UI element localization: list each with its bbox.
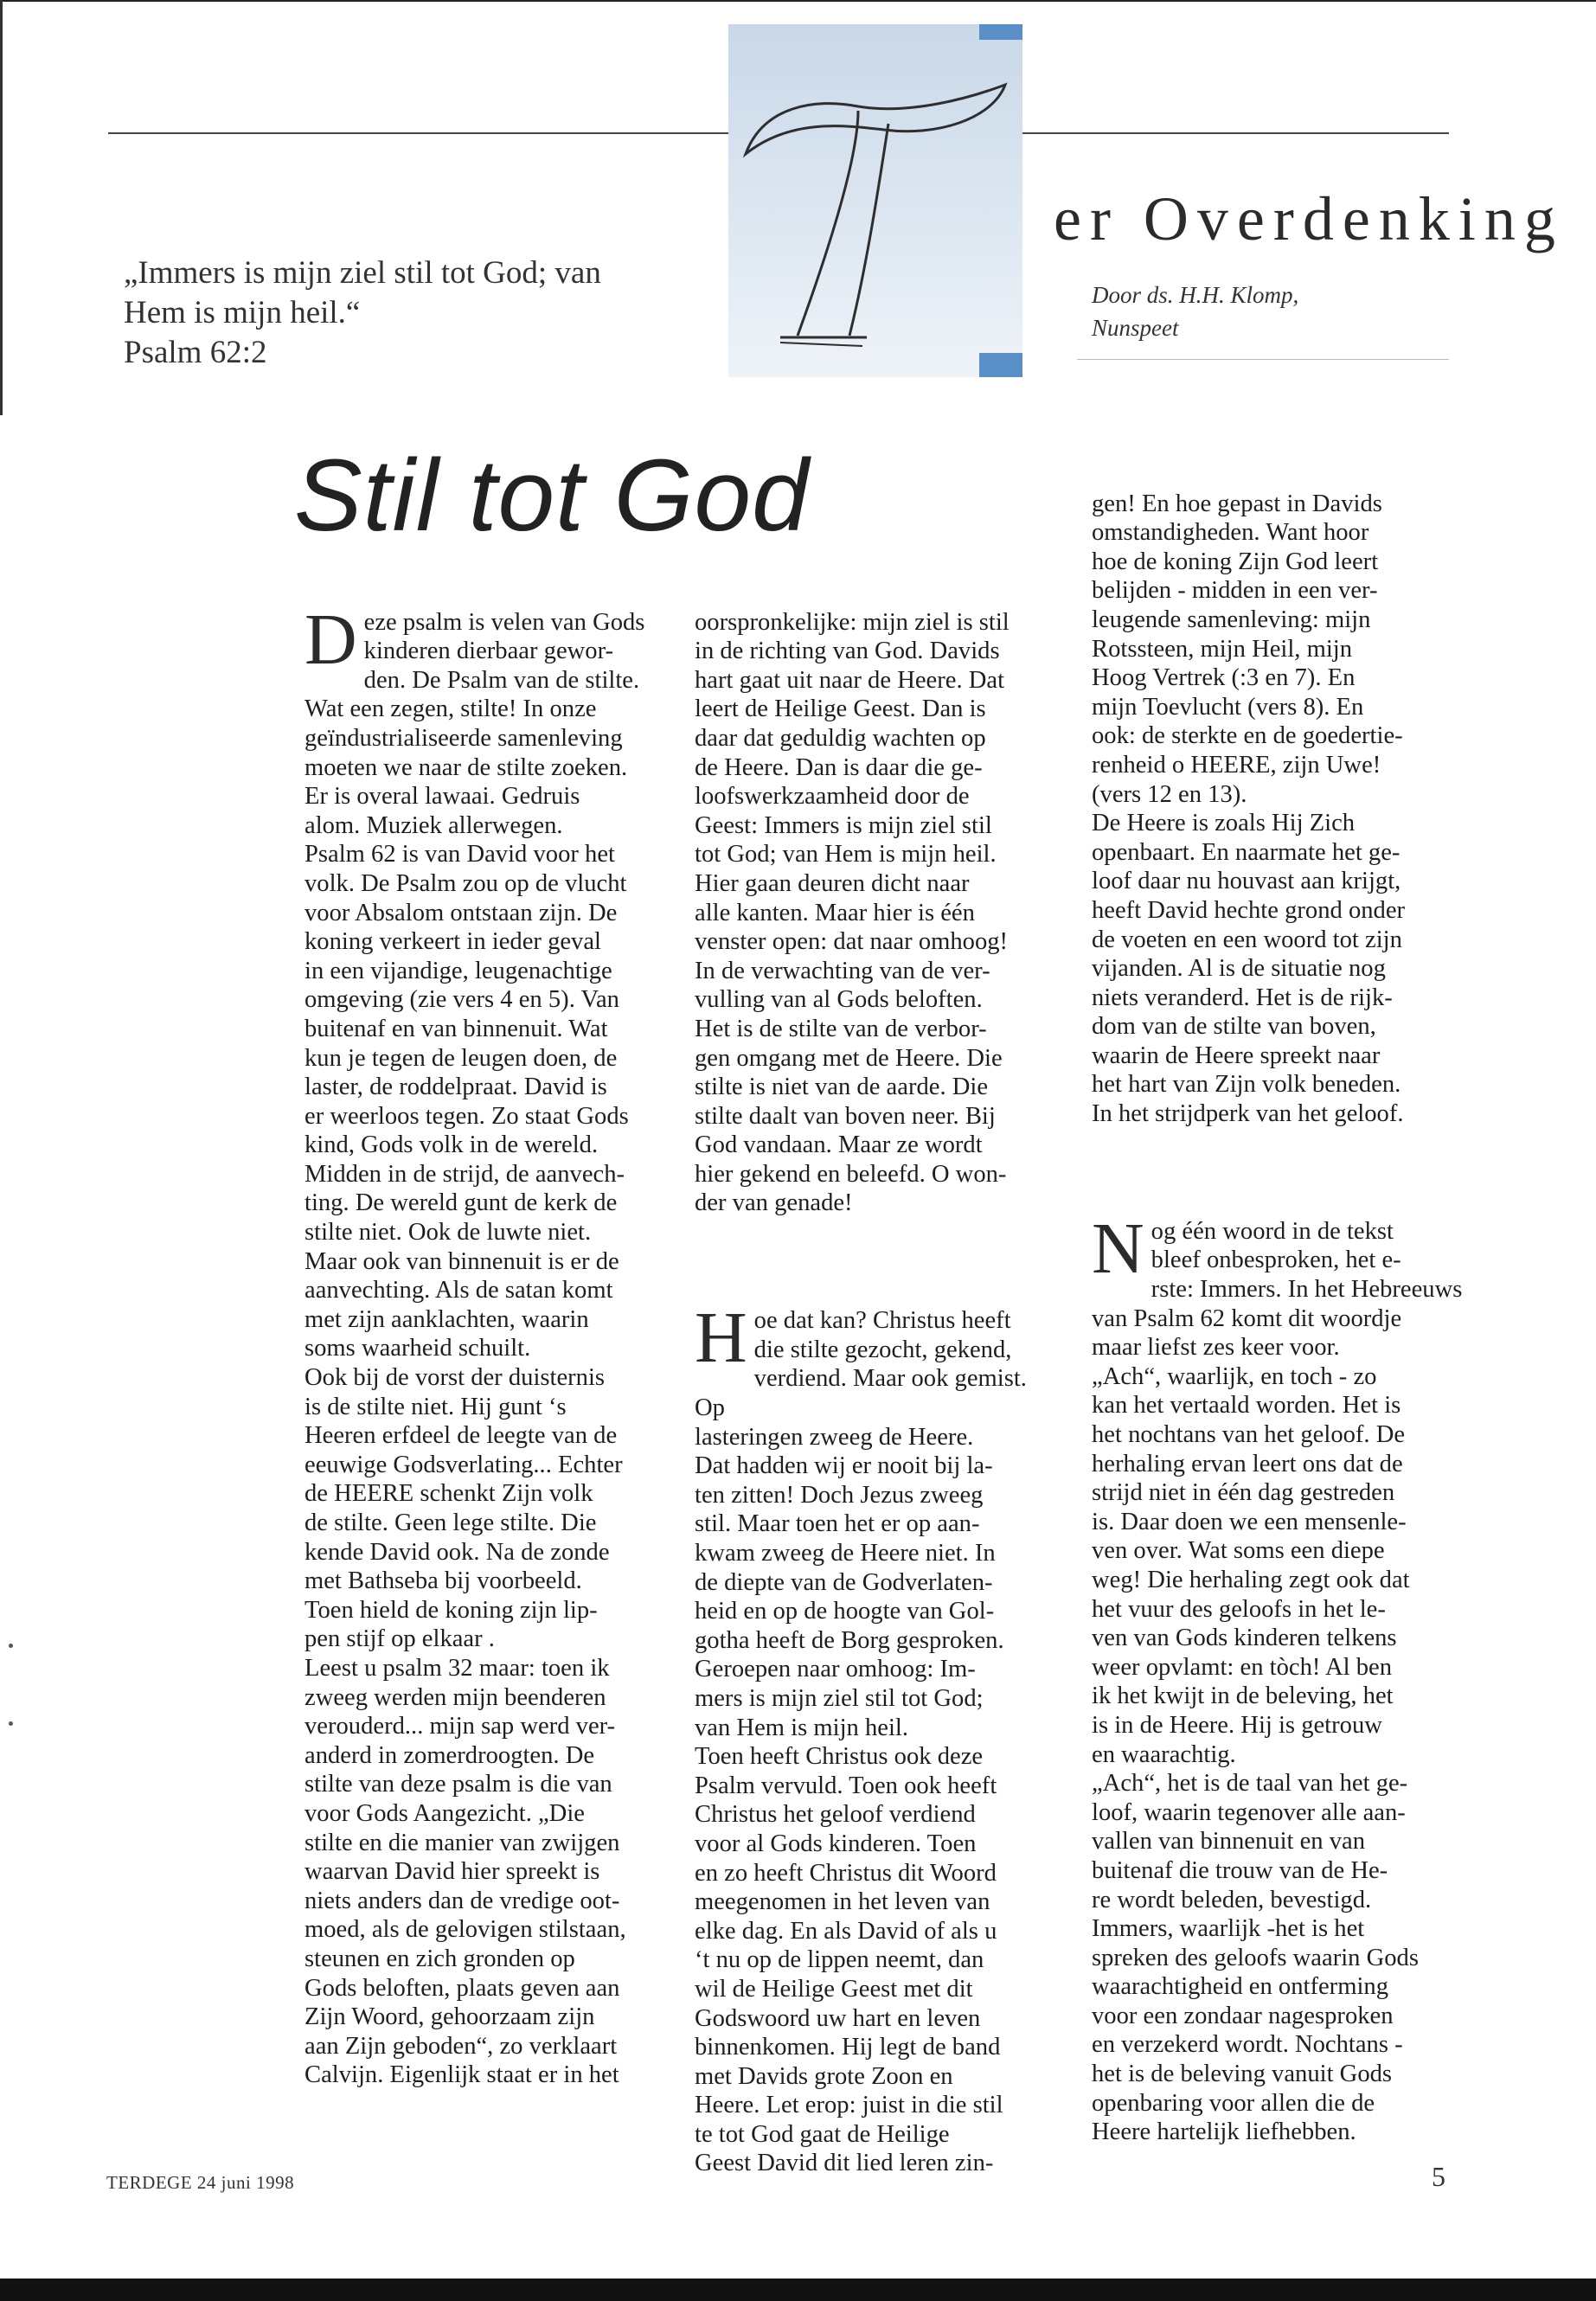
byline-author: Door ds. H.H. Klomp, <box>1092 282 1299 308</box>
article-title: Stil tot God <box>294 439 810 553</box>
left-page-edge <box>0 0 3 415</box>
series-emblem <box>728 24 1022 377</box>
column-3-text-a: gen! En hoe gepast in Davids omstandigheden. Want hoor hoe de koning Zijn God leert belijden - midden in een ver- leugende samenleving: mijn Rotssteen, mijn Heil, mijn Hoog Vertrek (:3 en 7). En mijn Toevlucht (vers 8). En ook: de sterkte en de goedertie- renheid o HEERE, zijn Uwe! (vers 12 en 13). De Heere is zoals Hij Zich openbaart. En naarmate het ge- loof daar nu houvast aan krijgt, heeft David hechte grond onder de voeten en een woord tot zijn vijanden. Al is de situatie nog niets veranderd. Het is de rijk- dom van de stilte van boven, waarin de Heere spreekt naar het hart van Zijn volk beneden. In het strijdperk van het geloof. <box>1092 490 1406 1128</box>
footer-publication: TERDEGE 24 juni 1998 <box>106 2172 295 2193</box>
bottom-page-edge <box>0 2279 1596 2301</box>
column-1-text: eze psalm is velen van Gods kinderen dierbaar gewor- den. De Psalm van de stilte. Wat een zegen, stilte! In onze geïndustrialiseerde samenleving moeten we naar de stilte zoeken. Er is overal lawaai. Gedruis alom. Muziek allerwegen. Psalm 62 is van David voor het volk. De Psalm zou op de vlucht voor Absalom ontstaan zijn. De koning verkeert in ieder geval in een vijandige, leugenachtige omgeving (zie vers 4 en 5). Van buitenaf en van binnenuit. Wat kun je tegen de leugen doen, de laster, de roddelpraat. David is er weerloos tegen. Zo staat Gods kind, Gods volk in de wereld. Midden in de strijd, de aanvech- ting. De wereld gunt de kerk de stilte niet. Ook de luwte niet. Maar ook van binnenuit is er de aanvechting. Als de satan komt met zijn aanklachten, waarin soms waarheid schuilt. Ook bij de vorst der duisternis is de stilte niet. Hij gunt ‘s Heeren erfdeel de leegte van de eeuwige Godsverlating... Echter de HEERE schenkt Zijn volk de stilte. Geen lege stilte. Die kende David ook. Na de zonde met Bathseba bij voorbeeld. Toen hield de koning zijn lip- pen stijf op elkaar . Leest u psalm 32 maar: toen ik zweeg werden mijn beenderen verouderd... mijn sap werd ver- anderd in zomerdroogten. De stilte van deze psalm is die van voor Gods Aangezicht. „Die stilte en die manier van zwijgen waarvan David hier spreekt is niets anders dan de vredige oot- moed, als de gelovigen stilstaan, steunen en zich gronden op Gods beloften, plaats geven aan Zijn Woord, gehoorzaam zijn aan Zijn geboden“, zo verklaart Calvijn. Eigenlijk staat er in het <box>304 608 645 2089</box>
author-byline <box>1092 279 1298 344</box>
column-2-text-a: oorspronkelijke: mijn ziel is stil in de richting van God. Davids hart gaat uit naar de Heere. Dat leert de Heilige Geest. Dan is daar dat geduldig wachten op de Heere. Dan is daar die ge- loofswerkzaamheid door de Geest: Immers is mijn ziel stil tot God; van Hem is mijn heil. Hier gaan deuren dicht naar alle kanten. Maar hier is één venster open: dat naar omhoog! In de verwachting van de ver- vulling van al Gods beloften. Het is de stilte van de verbor- gen omgang met de Heere. Die stilte is niet van de aarde. Die stilte daalt van boven neer. Bij God vandaan. Maar ze wordt hier gekend en beleefd. O won- der van genade! <box>695 608 1010 1217</box>
byline-rule <box>1077 359 1449 360</box>
byline-place: Nunspeet <box>1092 315 1179 341</box>
column-1 <box>304 579 668 2090</box>
quote-reference: Psalm 62:2 <box>124 335 267 370</box>
column-2 <box>695 579 1058 2208</box>
top-page-edge <box>0 0 1596 16</box>
column-2-text-b: oe dat kan? Christus heeft die stilte gezocht, gekend, verdiend. Maar ook gemist. Op lasteringen zweeg de Heere. Dat hadden wij er nooit bij la- ten zitten! Doch Jezus zweeg stil. Maar toen het er op aan- kwam zweeg de Heere niet. In de diepte van de Godverlaten- heid en op de hoogte van Gol- gotha heeft de Borg gesproken. Geroepen naar omhoog: Im- mers is mijn ziel stil tot God; van Hem is mijn heil. Toen heeft Christus ook deze Psalm vervuld. Toen ook heeft Christus het geloof verdiend voor al Gods kinderen. Toen en zo heeft Christus dit Woord meegenomen in het leven van elke dag. En als David of als u ‘t nu op de lippen neemt, dan wil de Heilige Geest met dit Godswoord uw hart en leven binnenkomen. Hij legt de band met Davids grote Zoon en Heere. Let erop: juist in die stil te tot God gaat de Heilige Geest David dit lied leren zin- <box>695 1307 1027 2177</box>
margin-mark <box>9 1721 13 1726</box>
emblem-letter-t <box>728 24 1022 377</box>
paragraph-gap <box>695 1247 1058 1278</box>
page-number: 5 <box>1432 2161 1445 2192</box>
series-title: er Overdenking <box>1054 184 1564 253</box>
epigraph-quote <box>124 253 601 373</box>
drop-cap: D <box>304 599 357 680</box>
drop-cap: H <box>695 1298 747 1379</box>
drop-cap: N <box>1092 1208 1144 1289</box>
margin-mark <box>9 1644 13 1648</box>
paragraph-gap <box>1092 1157 1472 1188</box>
quote-line-2: Hem is mijn heil.“ <box>124 295 361 330</box>
quote-line-1: „Immers is mijn ziel stil tot God; van <box>124 255 601 291</box>
column-3 <box>1092 460 1472 2176</box>
column-3-text-b: og één woord in de tekst bleef onbesproken, het e- rste: Immers. In het Hebreeuws van Psalm 62 komt dit woordje maar liefst zes keer voor. „Ach“, waarlijk, en toch - zo kan het vertaald worden. Het is het nochtans van het geloof. De herhaling ervan leert ons dat de strijd niet in één dag gestreden is. Daar doen we een mensenle- ven over. Wat soms een diepe weg! Die herhaling zegt ook dat het vuur des geloofs in het le- ven van Gods kinderen telkens weer opvlamt: en tòch! Al ben ik het kwijt in de beleving, het is in de Heere. Hij is getrouw en waarachtig. „Ach“, het is de taal van het ge- loof, waarin tegenover alle aan- vallen van binnenuit en van buitenaf die trouw van de He- re wordt beleden, bevestigd. Immers, waarlijk -het is het spreken des geloofs waarin Gods waarachtigheid en ontferming voor een zondaar nagesproken en verzekerd wordt. Nochtans - het is de beleving vanuit Gods openbaring voor allen die de Heere hartelijk liefhebben. <box>1092 1217 1463 2146</box>
